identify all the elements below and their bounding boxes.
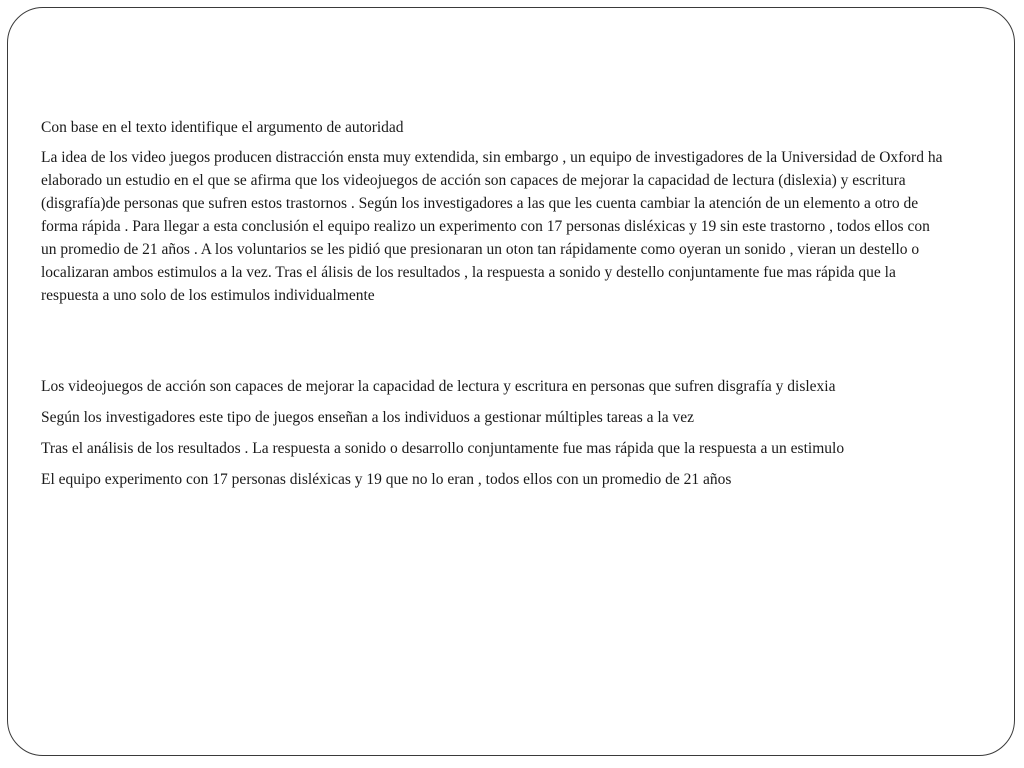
answer-option-1: Los videojuegos de acción son capaces de mejorar la capacidad de lectura y escritura en personas que sufren disgrafía y dislexia	[41, 378, 836, 395]
question-prompt: Con base en el texto identifique el argumento de autoridad	[41, 119, 404, 136]
spacer	[41, 314, 946, 375]
slide-content	[41, 116, 946, 499]
reading-passage: La idea de los video juegos producen distracción ensta muy extendida, sin embargo , un equipo de investigadores de la Universidad de Oxford ha elaborado un estudio en el que se afirma que los videojuegos de acción son capaces de mejorar la capacidad de lectura (dislexia) y escritura (disgrafía)de personas que sufren estos trastornos . Según los investigadores a las que les cuenta cambiar la atención de un elemento a otro de forma rápida . Para llegar a esta conclusión el equipo realizo un experimento con 17 personas disléxicas y 19 sin este trastorno , todos ellos con un promedio de 21 años . A los voluntarios se les pidió que presionaran un oton tan rápidamente como oyeran un sonido , vieran un destello o localizaran ambos estimulos a la vez. Tras el álisis de los resultados , la respuesta a sonido y destello conjuntamente fue mas rápida que la respuesta a uno solo de los estimulos individualmente	[41, 149, 943, 304]
answer-option-2: Según los investigadores este tipo de juegos enseñan a los individuos a gestionar múltiples tareas a la vez	[41, 409, 694, 426]
answer-option-4: El equipo experimento con 17 personas disléxicas y 19 que no lo eran , todos ellos con un promedio de 21 años	[41, 471, 732, 488]
answer-option-3: Tras el análisis de los resultados . La respuesta a sonido o desarrollo conjuntamente fue mas rápida que la respuesta a un estimulo	[41, 440, 845, 457]
